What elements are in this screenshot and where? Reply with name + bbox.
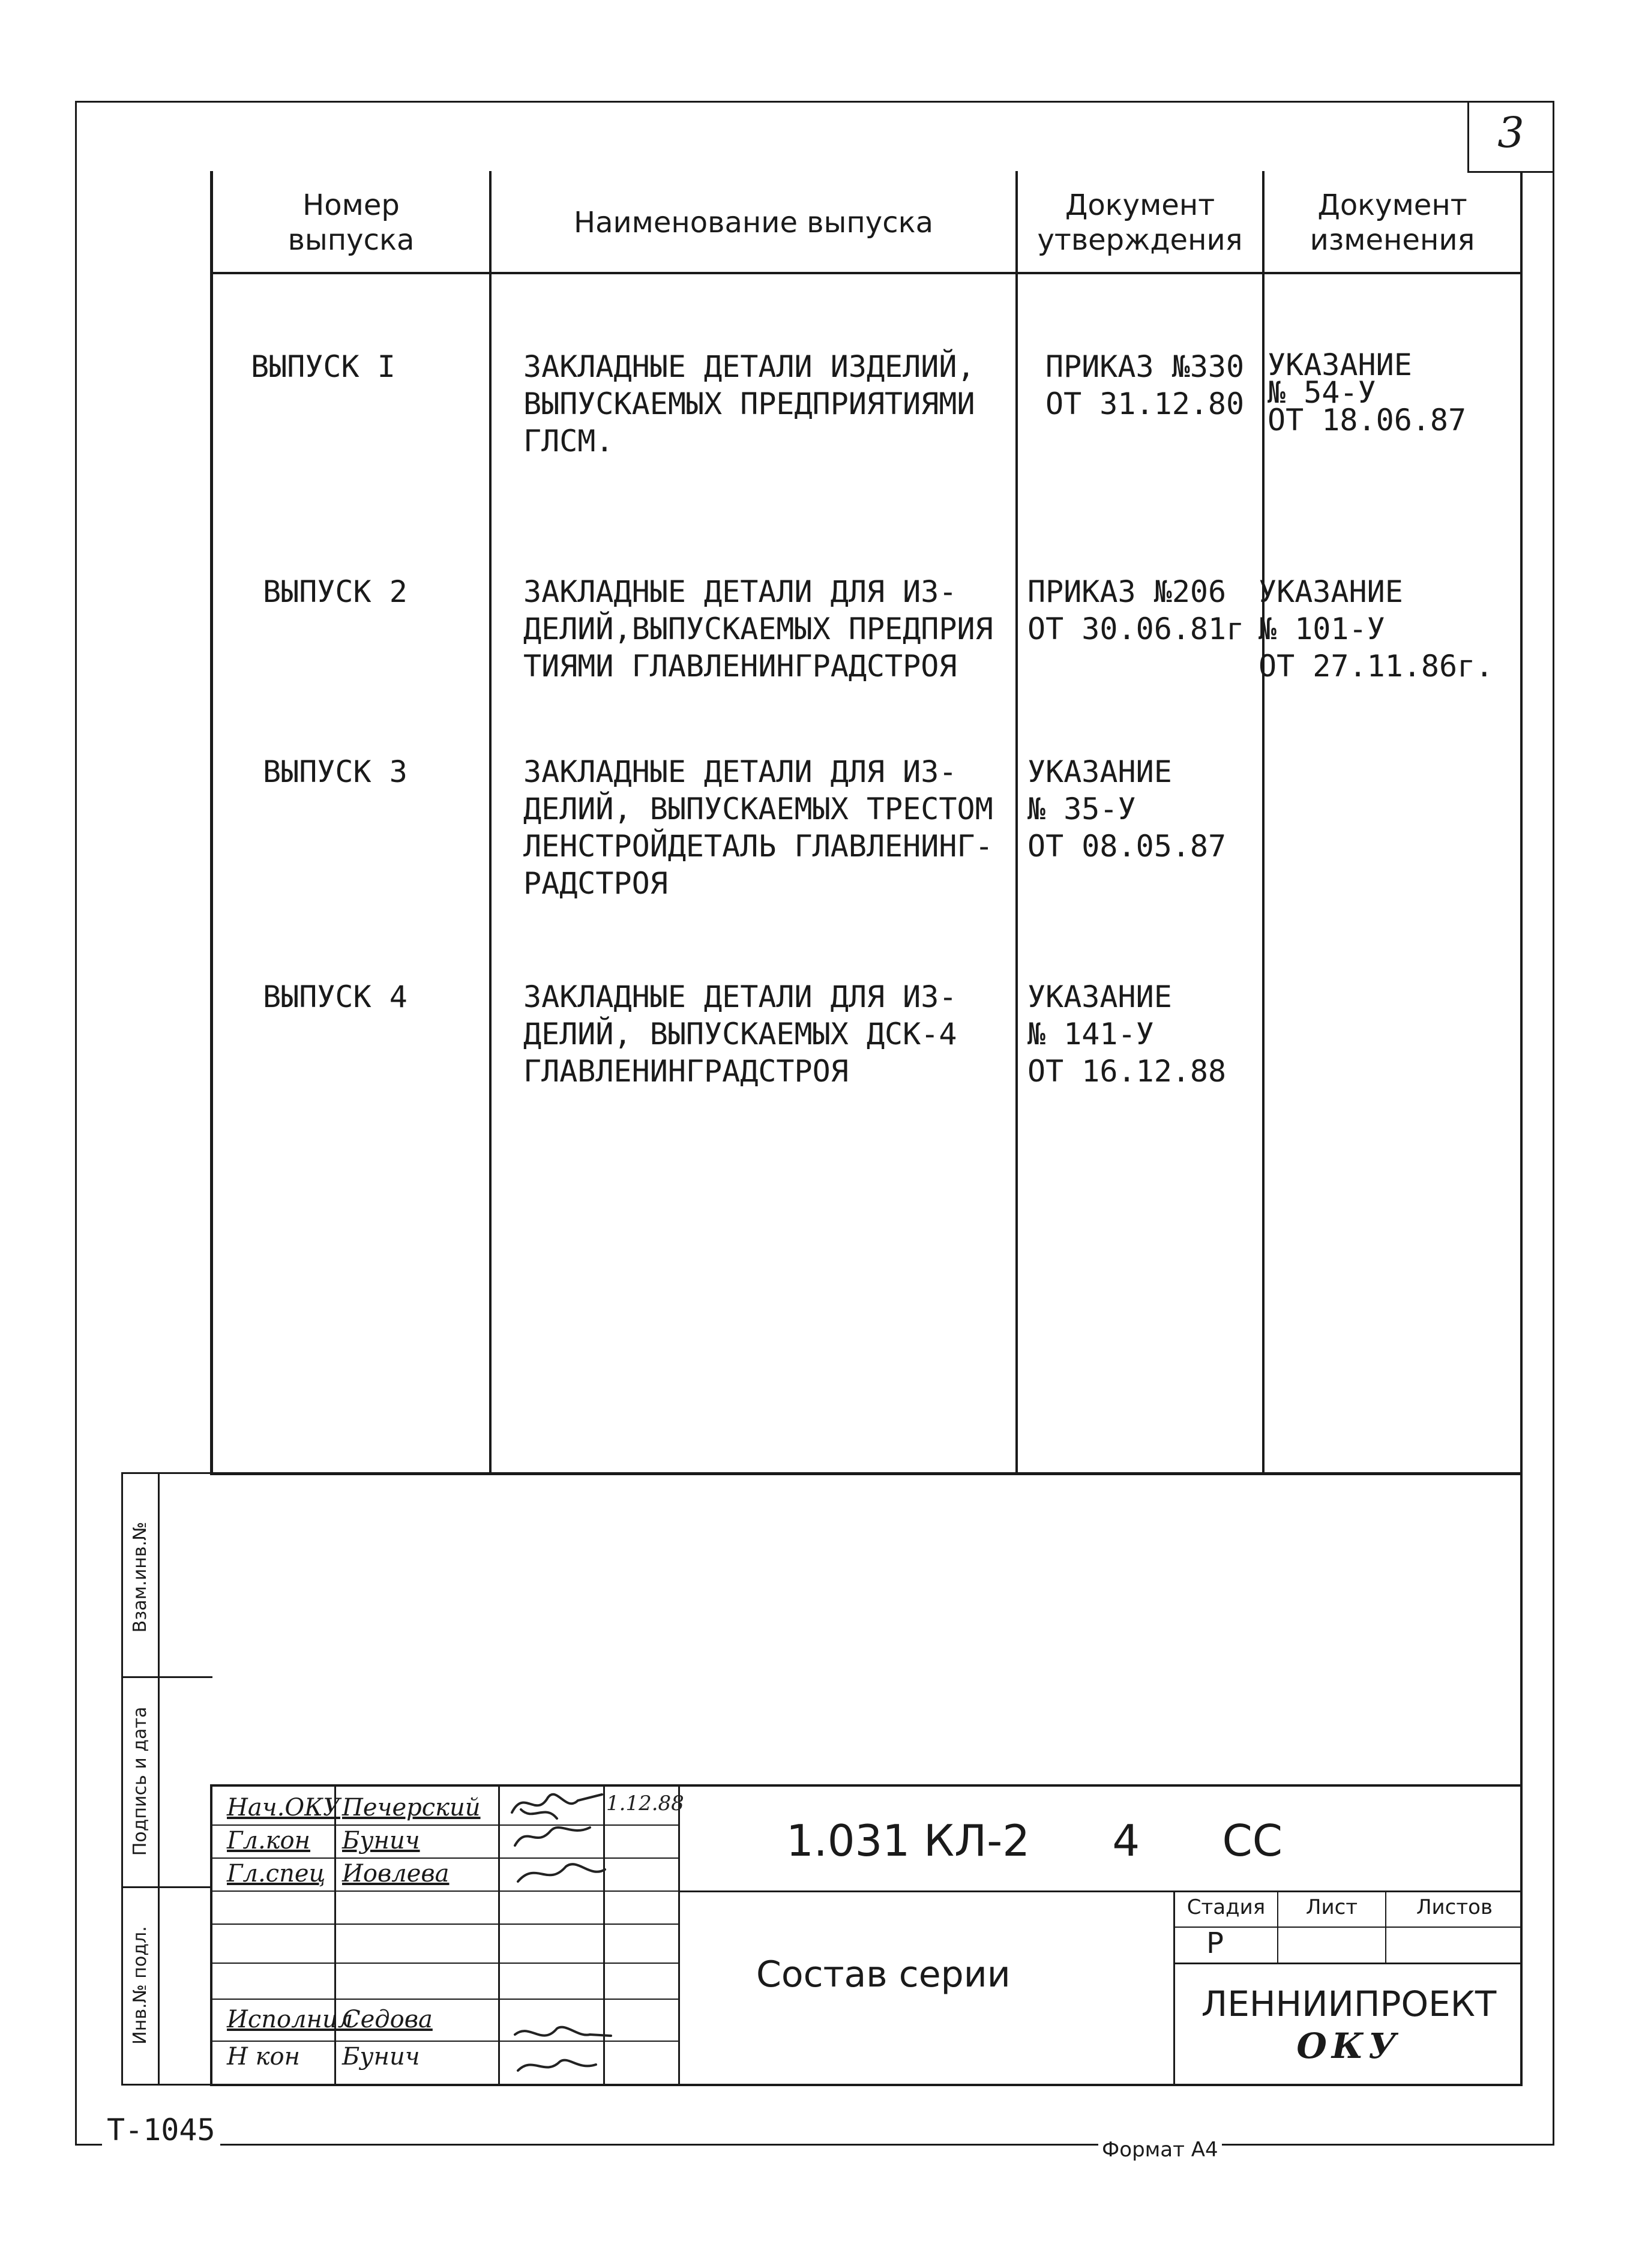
signer-name-1: Печерский — [342, 1794, 481, 1821]
side-strip-inner — [158, 1472, 160, 2086]
side-strip-bottom — [121, 2084, 212, 2086]
signer-name-2: Бунич — [342, 1827, 420, 1854]
row2-change: УКАЗАНИЕ № 101-У ОТ 27.11.86г. — [1259, 574, 1494, 684]
page-number: 3 — [1497, 108, 1524, 157]
sheet-header: Лист — [1305, 1895, 1358, 1919]
row3-approval: УКАЗАНИЕ № 35-У ОТ 08.05.87 — [1027, 754, 1227, 864]
header-change-doc: Документ изменения — [1310, 188, 1475, 257]
signer-role-7: Н кон — [227, 2043, 300, 2071]
side-label-replacement-inv: Взам.инв.№ — [130, 1521, 151, 1633]
sheets-header: Листов — [1416, 1895, 1493, 1919]
signer-name-6: Седова — [342, 2006, 433, 2033]
table-left-border — [210, 171, 213, 1473]
signer-date-1: 1.12.88 — [606, 1791, 684, 1815]
frame-top — [75, 101, 1554, 103]
tb-stage-header-bottom — [1173, 1927, 1523, 1928]
row1-issue: ВЫПУСК I — [251, 349, 395, 384]
signature-scribbles — [500, 1776, 638, 2089]
table-header-bottom — [210, 272, 1521, 274]
side-strip-div2 — [121, 1886, 212, 1888]
row2-issue: ВЫПУСК 2 — [263, 574, 408, 609]
signer-name-3: Иовлева — [342, 1860, 450, 1887]
side-strip-top — [121, 1472, 212, 1474]
row3-issue: ВЫПУСК 3 — [263, 754, 408, 789]
signer-role-6: Исполнил — [227, 2006, 353, 2033]
row1-change: УКАЗАНИЕ № 54-У ОТ 18.06.87 — [1268, 347, 1467, 438]
organization-dept: ОКУ — [1296, 2026, 1401, 2066]
row3-name: ЗАКЛАДНЫЕ ДЕТАЛИ ДЛЯ ИЗ- ДЕЛИЙ, ВЫПУСКАЕМЫХ ТРЕСТОМ ЛЕНСТРОЙДЕТАЛЬ ГЛАВЛЕНИНГ- РАДСТРОЯ — [523, 754, 993, 901]
document-code: 1.031 КЛ-2 4 СС — [786, 1815, 1283, 1866]
row1-approval: ПРИКАЗ №330 ОТ 31.12.80 — [1045, 349, 1245, 421]
header-issue-name: Наименование выпуска — [573, 205, 934, 239]
row4-name: ЗАКЛАДНЫЕ ДЕТАЛИ ДЛЯ ИЗ- ДЕЛИЙ, ВЫПУСКАЕМЫХ ДСК-4 ГЛАВЛЕНИНГРАДСТРОЯ — [523, 979, 957, 1089]
footer-code: Т-1045 — [102, 2113, 220, 2147]
document-title: Состав серии — [756, 1954, 1011, 1996]
table-right-border — [1520, 171, 1523, 2086]
frame-left — [75, 101, 77, 2146]
side-label-original-inv: Инв.№ подл. — [130, 1926, 151, 2045]
table-col2-line — [489, 171, 492, 1473]
header-issue-number: Номер выпуска — [287, 188, 415, 257]
signer-name-7: Бунич — [342, 2043, 420, 2071]
tb-bottom — [210, 2084, 1523, 2086]
table-col3-line — [1015, 171, 1018, 1473]
row1-name: ЗАКЛАДНЫЕ ДЕТАЛИ ИЗДЕЛИЙ, ВЫПУСКАЕМЫХ ПРЕДПРИЯТИЯМИ ГЛСМ. — [523, 349, 975, 459]
row4-issue: ВЫПУСК 4 — [263, 979, 408, 1014]
table-bottom — [210, 1472, 1523, 1475]
tb-top — [210, 1784, 1523, 1787]
header-approval-doc: Документ утверждения — [1037, 188, 1243, 257]
side-strip-div1 — [121, 1676, 212, 1678]
tb-code-bottom — [678, 1891, 1523, 1892]
stage-header: Стадия — [1186, 1895, 1266, 1919]
side-strip-outer — [121, 1472, 123, 2086]
table-col4-line — [1262, 171, 1265, 1473]
signer-role-3: Гл.спец — [227, 1860, 326, 1887]
row2-name: ЗАКЛАДНЫЕ ДЕТАЛИ ДЛЯ ИЗ- ДЕЛИЙ,ВЫПУСКАЕМЫХ ПРЕДПРИЯ ТИЯМИ ГЛАВЛЕНИНГРАДСТРОЯ — [523, 574, 993, 684]
side-label-signature-date: Подпись и дата — [130, 1706, 151, 1856]
organization-name: ЛЕННИИПРОЕКТ — [1201, 1984, 1497, 2024]
stage-value: Р — [1206, 1927, 1224, 1960]
signer-role-1: Нач.ОКУ — [227, 1794, 340, 1821]
row2-approval: ПРИКАЗ №206 ОТ 30.06.81г — [1027, 574, 1245, 646]
row4-approval: УКАЗАНИЕ № 141-У ОТ 16.12.88 — [1027, 979, 1227, 1089]
tb-stage-value-bottom — [1173, 1963, 1523, 1964]
frame-right — [1553, 101, 1554, 2146]
frame-bottom — [75, 2144, 1554, 2146]
paper-format: Формат А4 — [1098, 2138, 1222, 2162]
signer-role-2: Гл.кон — [227, 1827, 310, 1854]
